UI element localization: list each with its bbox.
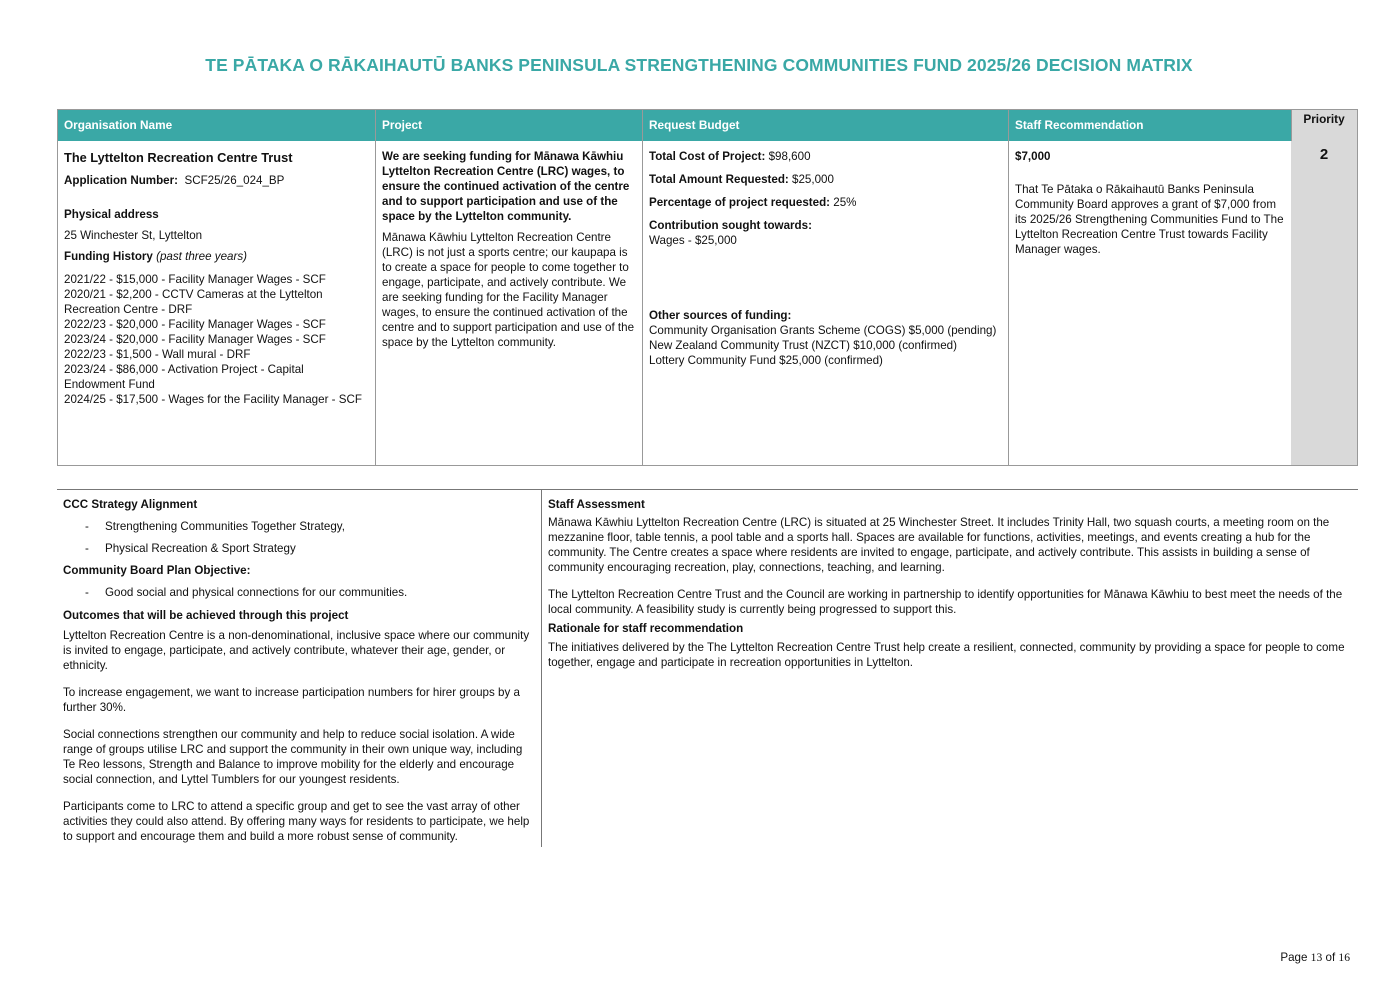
recommendation-text: That Te Pātaka o Rākaihautū Banks Peninsula Community Board approves a grant of $7,000 from its 2025/26 Strengthening Communities Fund to The Lyttelton Recreation Centre Trust towards Facility Manager wages. bbox=[1015, 183, 1284, 256]
recommendation-amount: $7,000 bbox=[1015, 150, 1051, 163]
other-source-item: Lottery Community Fund $25,000 (confirmed) bbox=[649, 354, 883, 367]
contribution-label: Contribution sought towards: bbox=[649, 219, 812, 232]
organisation-cell bbox=[58, 141, 375, 465]
percentage-line bbox=[649, 195, 1002, 210]
funding-history-item: 2022/23 - $1,500 - Wall mural - DRF bbox=[64, 348, 251, 361]
section-divider-vertical bbox=[541, 489, 542, 847]
strategy-item-text: Physical Recreation & Sport Strategy bbox=[105, 542, 296, 555]
other-source-item: New Zealand Community Trust (NZCT) $10,000 (confirmed) bbox=[649, 339, 957, 352]
project-cell bbox=[376, 141, 642, 465]
organisation-name: The Lyttelton Recreation Centre Trust bbox=[64, 150, 293, 165]
contribution: Wages - $25,000 bbox=[649, 234, 737, 247]
section-divider bbox=[57, 489, 1358, 490]
funding-history-item: 2023/24 - $86,000 - Activation Project - Capital Endowment Fund bbox=[64, 363, 304, 391]
application-number: SCF25/26_024_BP bbox=[184, 174, 285, 187]
total-requested: $25,000 bbox=[792, 173, 834, 186]
funding-history-item: 2022/23 - $20,000 - Facility Manager Wages - SCF bbox=[64, 318, 326, 331]
other-source-item: Community Organisation Grants Scheme (COGS) $5,000 (pending) bbox=[649, 324, 997, 337]
assessment-heading: Staff Assessment bbox=[548, 498, 645, 511]
funding-history-item: 2023/24 - $20,000 - Facility Manager Wages - SCF bbox=[64, 333, 326, 346]
rationale-text: The initiatives delivered by the The Lyttelton Recreation Centre Trust help create a resilient, connected, community by providing a space for people to come together, engage and participate in recreation opportunities in Lyttelton. bbox=[548, 641, 1345, 669]
assessment-paragraph: Mānawa Kāwhiu Lyttelton Recreation Centre (LRC) is situated at 25 Winchester Street. It includes Trinity Hall, two squash courts, a meeting room on the mezzanine floor, table tennis, a pool table and a sports hall. Spaces are available for functions, activities, meetings, and events creating a hub for the community. The Centre creates a space where residents are invited to engage, participate, and actively contribute. This assists in building a sense of community encouraging recreation, play, connections, teaching, and learning. bbox=[548, 516, 1330, 574]
funding-history-item: 2021/22 - $15,000 - Facility Manager Wages - SCF bbox=[64, 273, 326, 286]
application-number-label: Application Number: bbox=[64, 174, 179, 187]
page-title: TE PĀTAKA O RĀKAIHAUTŪ BANKS PENINSULA STRENGTHENING COMMUNITIES FUND 2025/26 DECISION MATRIX bbox=[205, 55, 1193, 75]
priority-value: 2 bbox=[1291, 141, 1357, 465]
assessment-paragraph: The Lyttelton Recreation Centre Trust and the Council are working in partnership to identify opportunities for Mānawa Kāwhiu to best meet the needs of the local community. A feasibility study is currently being progressed to support this. bbox=[548, 588, 1343, 616]
page-label: Page bbox=[1280, 951, 1308, 964]
page-total: 16 bbox=[1338, 951, 1350, 964]
outcome-paragraph: Social connections strengthen our community and help to reduce social isolation. A wide range of groups utilise LRC and support the community in their own unique way, including Te Reo lessons, Strength and Balance to improve mobility for the elderly and encourage social connection, and Lyttel Tumblers for our youngest residents. bbox=[63, 728, 523, 786]
funding-history-label: Funding History bbox=[64, 250, 153, 263]
project-summary: We are seeking funding for Mānawa Kāwhiu Lyttelton Recreation Centre (LRC) wages, to ensure the continued activation of the centre and to support participation and use of the space by the Lyttelton community. bbox=[382, 150, 630, 223]
other-sources-label: Other sources of funding: bbox=[649, 309, 792, 322]
header-project: Project bbox=[376, 110, 643, 141]
board-plan-heading: Community Board Plan Objective: bbox=[63, 564, 251, 577]
total-requested-label: Total Amount Requested: bbox=[649, 173, 789, 186]
total-cost-line bbox=[649, 149, 1002, 164]
budget-cell bbox=[643, 141, 1008, 465]
board-plan-item-text: Good social and physical connections for our communities. bbox=[105, 586, 408, 599]
address-label: Physical address bbox=[64, 208, 159, 221]
outcome-paragraph: Lyttelton Recreation Centre is a non-denominational, inclusive space where our community is invited to engage, participate, and actively contribute, whatever their age, gender, or ethnicity. bbox=[63, 629, 530, 672]
outcomes-heading: Outcomes that will be achieved through this project bbox=[63, 609, 349, 622]
percentage: 25% bbox=[833, 196, 857, 209]
project-description: Mānawa Kāwhiu Lyttelton Recreation Centre (LRC) is not just a sports centre; our kaupapa is to create a space for people to come together to engage, participate, and actively contribute. We are seeking funding for the Facility Manager wages, to ensure the continued activation of the centre and to support participation and use of the space by the Lyttelton community. bbox=[382, 231, 635, 349]
recommendation-cell bbox=[1009, 141, 1291, 465]
funding-history-item: 2024/25 - $17,500 - Wages for the Facility Manager - SCF bbox=[64, 393, 362, 406]
decision-matrix-table bbox=[57, 109, 1358, 466]
header-priority: Priority bbox=[1291, 110, 1357, 142]
page-number bbox=[1280, 950, 1350, 965]
strategy-item-text: Strengthening Communities Together Strategy, bbox=[105, 520, 345, 533]
funding-history-list bbox=[64, 272, 369, 407]
percentage-label: Percentage of project requested: bbox=[649, 196, 831, 209]
outcome-paragraph: Participants come to LRC to attend a specific group and get to see the vast array of other activities they could also attend. By offering many ways for residents to participate, we help to support and encourage them and build a more robust sense of community. bbox=[63, 800, 530, 843]
total-requested-line bbox=[649, 172, 1002, 187]
strategy-heading: CCC Strategy Alignment bbox=[63, 498, 198, 511]
total-cost-label: Total Cost of Project: bbox=[649, 150, 766, 163]
header-budget: Request Budget bbox=[643, 110, 1009, 141]
funding-history-note: (past three years) bbox=[156, 250, 247, 263]
application-number-line bbox=[64, 173, 369, 188]
address: 25 Winchester St, Lyttelton bbox=[64, 229, 203, 242]
strategy-item: - Physical Recreation & Sport Strategy bbox=[85, 542, 296, 555]
assessment-section bbox=[548, 497, 1354, 670]
page-of: of bbox=[1325, 951, 1336, 964]
strategy-section bbox=[63, 497, 537, 844]
strategy-item: - Strengthening Communities Together Strategy, bbox=[85, 520, 345, 533]
rationale-heading: Rationale for staff recommendation bbox=[548, 622, 744, 635]
outcome-paragraph: To increase engagement, we want to increase participation numbers for hirer groups by a further 30%. bbox=[63, 686, 520, 714]
funding-history-heading bbox=[64, 249, 369, 264]
header-recommendation: Staff Recommendation bbox=[1009, 110, 1291, 141]
funding-history-item: 2020/21 - $2,200 - CCTV Cameras at the Lyttelton Recreation Centre - DRF bbox=[64, 288, 323, 316]
total-cost: $98,600 bbox=[768, 150, 811, 163]
page-current: 13 bbox=[1310, 951, 1323, 964]
board-plan-item: - Good social and physical connections for our communities. bbox=[85, 586, 408, 599]
header-organisation: Organisation Name bbox=[58, 110, 376, 141]
